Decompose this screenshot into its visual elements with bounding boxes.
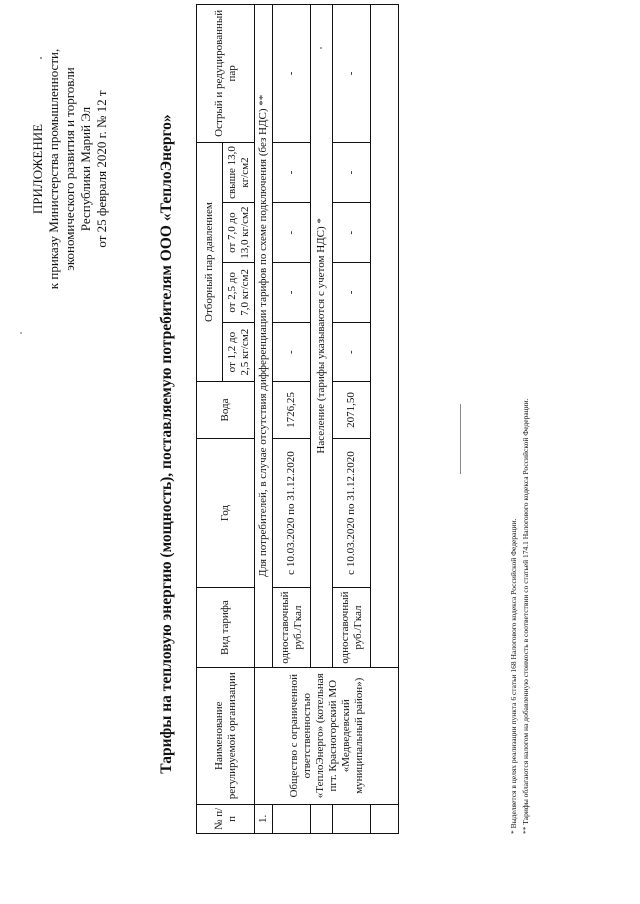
footnote-1: * Выделяется в целях реализации пункта 6 статьи 168 Налогового кодекса Российской Федерации. [509, 518, 518, 834]
pressure-4-cell: - [333, 142, 371, 203]
organization-name: Общество с ограниченной ответственностью «ТеплоЭнерго» (котельная пгт. Красногорский МО «Медведевский муниципальный район») [255, 667, 399, 804]
separator-rule [460, 404, 461, 474]
pressure-2-cell: - [273, 263, 311, 323]
appendix-line: к приказу Министерства промышленности, [46, 48, 61, 290]
scan-speck [40, 57, 42, 59]
header-pressure-3: от 7,0 до 13,0 кг/см2 [223, 203, 255, 263]
appendix-title: ПРИЛОЖЕНИЕ [30, 123, 45, 215]
scan-speck [320, 47, 322, 49]
appendix-line: экономического развития и торговли [62, 67, 77, 271]
header-water: Вода [197, 382, 255, 438]
row-number-spacer [273, 804, 311, 833]
appendix-line: Республики Марий Эл [78, 106, 93, 232]
tariff-kind-cell: одноставочный руб./Гкал [273, 588, 311, 667]
row-number-spacer [371, 804, 399, 833]
tariff-period-cell: с 10.03.2020 по 31.12.2020 [333, 438, 371, 588]
tariff-kind-cell: одноставочный руб./Гкал [333, 588, 371, 667]
scan-speck [20, 332, 22, 334]
tariff-period-cell: с 10.03.2020 по 31.12.2020 [273, 438, 311, 588]
empty-row [371, 5, 399, 668]
footnote-2: ** Тарифы облагаются налогом на добавленную стоимость в соответствии со статьей 174.1 Налогового кодекса Российской Федерации. [521, 398, 530, 834]
section-population: Население (тарифы указываются с учетом НДС) * [311, 5, 333, 668]
row-number: 1. [255, 804, 273, 833]
water-value-cell: 2071,50 [333, 382, 371, 438]
pressure-3-cell: - [273, 203, 311, 263]
row-number-spacer [311, 804, 333, 833]
section-no-differentiation: Для потребителей, в случае отсутствия дифференциации тарифов по схеме подключения (без НДС) ** [255, 5, 273, 668]
sharp-steam-cell: - [273, 5, 311, 143]
header-pressure-2: от 2,5 до 7,0 кг/см2 [223, 263, 255, 323]
header-num: № п/п [197, 804, 255, 833]
sharp-steam-cell: - [333, 5, 371, 143]
pressure-4-cell: - [273, 142, 311, 203]
header-steam-group: Отборный пар давлением [197, 142, 223, 382]
row-number-spacer [333, 804, 371, 833]
header-year: Год [197, 438, 255, 588]
pressure-3-cell: - [333, 203, 371, 263]
appendix-line: от 25 февраля 2020 г. № 12 т [94, 90, 109, 248]
header-sharp-steam: Острый и редуцированный пар [197, 5, 255, 143]
header-pressure-1: от 1,2 до 2,5 кг/см2 [223, 322, 255, 382]
pressure-1-cell: - [273, 322, 311, 382]
pressure-1-cell: - [333, 322, 371, 382]
appendix-header [30, 34, 110, 304]
tariff-table [196, 4, 399, 834]
header-org: Наименование регулируемой организации [197, 667, 255, 804]
footnotes [508, 34, 532, 834]
header-tariff-kind: Вид тарифа [197, 588, 255, 667]
pressure-2-cell: - [333, 263, 371, 323]
water-value-cell: 1726,25 [273, 382, 311, 438]
header-pressure-4: свыше 13,0 кг/см2 [223, 142, 255, 203]
document-title: Тарифы на тепловую энергию (мощность), поставляемую потребителям ООО «ТеплоЭнерго» [158, 114, 175, 774]
